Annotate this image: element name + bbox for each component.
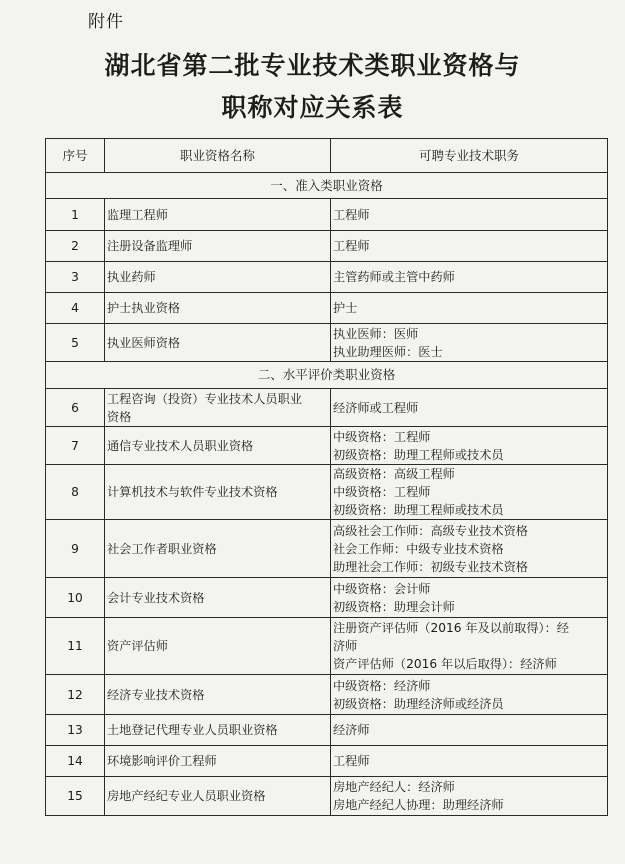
table-row	[46, 389, 608, 427]
professional-post-line: 工程师	[333, 754, 370, 768]
professional-post	[331, 324, 608, 362]
professional-post-line: 主管药师或主管中药师	[333, 270, 455, 284]
qualification-name	[105, 231, 331, 262]
section-title: 一、准入类职业资格	[46, 173, 608, 199]
table-row	[46, 465, 608, 520]
title-line-2: 职称对应关系表	[221, 93, 404, 122]
qualification-name	[105, 199, 331, 231]
qualification-name-line: 执业医师资格	[107, 335, 181, 350]
header-qualification: 职业资格名称	[105, 139, 331, 173]
professional-post	[331, 389, 608, 427]
qualification-name-line: 资产评估师	[107, 639, 168, 653]
row-number: 13	[46, 715, 105, 746]
qualification-name	[105, 293, 331, 324]
row-number: 10	[46, 578, 105, 618]
row-number: 3	[46, 262, 105, 293]
row-number: 14	[46, 746, 105, 777]
professional-post	[331, 777, 608, 816]
page-title	[0, 45, 625, 129]
professional-post	[331, 465, 608, 520]
table-row	[46, 427, 608, 465]
qualification-name-line: 工程咨询（投资）专业技术人员职业	[107, 391, 302, 406]
header-index: 序号	[46, 139, 105, 173]
qualification-name-line: 护士执业资格	[107, 301, 181, 315]
professional-post-line: 初级资格：助理工程师或技术员	[333, 447, 504, 462]
row-number: 9	[46, 520, 105, 578]
professional-post	[331, 427, 608, 465]
qualification-name-line: 执业药师	[107, 270, 156, 284]
professional-post-line: 高级社会工作师：高级专业技术资格	[333, 523, 528, 538]
table-row	[46, 262, 608, 293]
qualification-name	[105, 465, 331, 520]
professional-post-line: 经济师	[333, 723, 370, 737]
section-title: 二、水平评价类职业资格	[46, 362, 608, 389]
qualification-name	[105, 262, 331, 293]
table-row	[46, 520, 608, 578]
qualification-name	[105, 578, 331, 618]
row-number: 11	[46, 618, 105, 675]
table-row	[46, 293, 608, 324]
qualification-name	[105, 389, 331, 427]
professional-post	[331, 715, 608, 746]
attachment-label: 附件	[88, 12, 124, 32]
professional-post-line: 济师	[333, 639, 358, 653]
professional-post	[331, 199, 608, 231]
qualification-name	[105, 618, 331, 675]
table-row	[46, 199, 608, 231]
row-number: 15	[46, 777, 105, 816]
professional-post	[331, 675, 608, 715]
row-number: 12	[46, 675, 105, 715]
professional-post-line: 执业助理医师：医士	[333, 344, 443, 359]
section-header-row	[46, 362, 608, 389]
professional-post-line: 助理社会工作师：初级专业技术资格	[333, 559, 528, 574]
row-number: 7	[46, 427, 105, 465]
qualification-name-line: 环境影响评价工程师	[107, 754, 217, 768]
professional-post-line: 高级资格：高级工程师	[333, 467, 455, 481]
table-row	[46, 675, 608, 715]
qualification-name-line: 土地登记代理专业人员职业资格	[107, 723, 278, 737]
qualification-name	[105, 777, 331, 816]
professional-post-line: 中级资格：经济师	[333, 678, 431, 693]
correspondence-table	[45, 138, 608, 816]
table-row	[46, 618, 608, 675]
table-header-row	[46, 139, 608, 173]
table-row	[46, 324, 608, 362]
professional-post-line: 房地产经纪人：经济师	[333, 780, 455, 794]
row-number: 2	[46, 231, 105, 262]
professional-post-line: 注册资产评估师（2016 年及以前取得）：经	[333, 621, 569, 635]
row-number: 5	[46, 324, 105, 362]
row-number: 6	[46, 389, 105, 427]
professional-post-line: 初级资格：助理会计师	[333, 599, 455, 614]
professional-post-line: 经济师或工程师	[333, 400, 419, 415]
professional-post	[331, 231, 608, 262]
professional-post	[331, 746, 608, 777]
professional-post-line: 初级资格：助理工程师或技术员	[333, 503, 504, 517]
table-row	[46, 231, 608, 262]
qualification-name	[105, 715, 331, 746]
qualification-name-line: 资格	[107, 409, 132, 424]
professional-post-line: 工程师	[333, 207, 370, 222]
table-row	[46, 746, 608, 777]
qualification-name-line: 注册设备监理师	[107, 239, 193, 253]
qualification-name	[105, 746, 331, 777]
qualification-name-line: 会计专业技术资格	[107, 590, 205, 605]
professional-post-line: 护士	[333, 301, 358, 315]
professional-post-line: 中级资格：会计师	[333, 581, 431, 596]
row-number: 8	[46, 465, 105, 520]
table-row	[46, 715, 608, 746]
table-row	[46, 777, 608, 816]
professional-post-line: 初级资格：助理经济师或经济员	[333, 696, 504, 711]
professional-post	[331, 262, 608, 293]
qualification-name-line: 计算机技术与软件专业技术资格	[107, 485, 278, 499]
professional-post-line: 房地产经纪人协理：助理经济师	[333, 798, 504, 812]
qualification-name-line: 房地产经纪专业人员职业资格	[107, 789, 266, 803]
header-post: 可聘专业技术职务	[331, 139, 608, 173]
qualification-name	[105, 520, 331, 578]
row-number: 4	[46, 293, 105, 324]
professional-post	[331, 578, 608, 618]
professional-post-line: 工程师	[333, 239, 370, 253]
qualification-name	[105, 675, 331, 715]
professional-post-line: 中级资格：工程师	[333, 485, 431, 499]
qualification-name-line: 监理工程师	[107, 207, 168, 222]
professional-post	[331, 293, 608, 324]
professional-post	[331, 520, 608, 578]
professional-post-line: 资产评估师（2016 年以后取得）：经济师	[333, 657, 557, 671]
qualification-name-line: 通信专业技术人员职业资格	[107, 438, 254, 453]
qualification-name	[105, 427, 331, 465]
table-row	[46, 578, 608, 618]
qualification-name-line: 社会工作者职业资格	[107, 541, 217, 556]
qualification-name	[105, 324, 331, 362]
professional-post	[331, 618, 608, 675]
professional-post-line: 中级资格：工程师	[333, 429, 431, 444]
row-number: 1	[46, 199, 105, 231]
section-header-row	[46, 173, 608, 199]
qualification-name-line: 经济专业技术资格	[107, 687, 205, 702]
professional-post-line: 社会工作师：中级专业技术资格	[333, 541, 504, 556]
professional-post-line: 执业医师：医师	[333, 326, 419, 341]
title-line-1: 湖北省第二批专业技术类职业资格与	[104, 51, 521, 80]
